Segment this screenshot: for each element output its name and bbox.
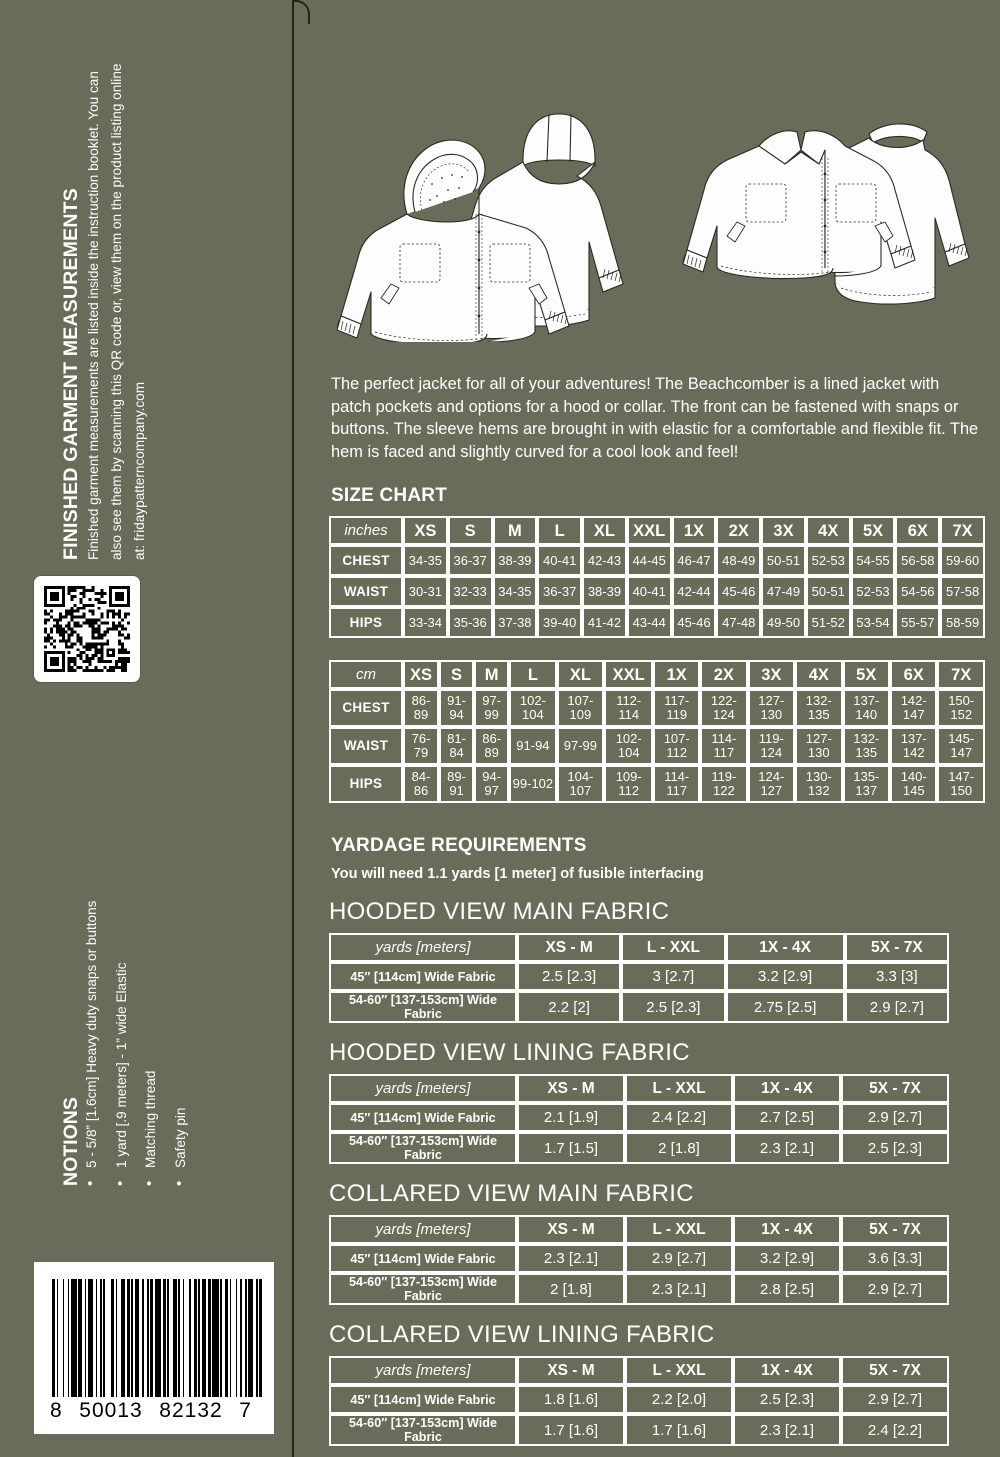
table-cell: 112-114: [604, 689, 653, 727]
table-cell: 54-55: [851, 545, 896, 576]
table-column-header: 1X - 4X: [733, 1215, 841, 1244]
notions-item: • 5 - 5/8” [1.6cm] Heavy duty snaps or buttons: [84, 901, 99, 1186]
table-column-header: 5X - 7X: [841, 1356, 949, 1385]
barcode-digit-group: 8: [50, 1399, 63, 1422]
table-cell: 50-51: [806, 576, 851, 607]
table-cell: 3.6 [3.3]: [841, 1244, 949, 1273]
table-row-label: HIPS: [329, 765, 403, 803]
barcode-digit-group: 7: [239, 1399, 252, 1422]
table-cell: 3 [2.7]: [621, 962, 725, 991]
table-row-label: 54-60″ [137-153cm] Wide Fabric: [329, 1414, 517, 1446]
table-cell: 49-50: [761, 607, 806, 638]
table-column-header: M: [474, 660, 509, 689]
table-cell: 81-84: [439, 727, 474, 765]
table-cell: 132-135: [795, 689, 842, 727]
table-column-header: XS - M: [517, 933, 621, 962]
table-row: [329, 1385, 949, 1414]
hooded-jacket-technical-drawing: [327, 92, 657, 342]
table-column-header: 2X: [700, 660, 747, 689]
collared-view-lining-fabric-table: [329, 1356, 949, 1446]
table-column-header: XXL: [627, 516, 672, 545]
table-cell: 127-130: [748, 689, 795, 727]
table-row-label: WAIST: [329, 727, 403, 765]
table-cell: 122-124: [700, 689, 747, 727]
table-column-header: 6X: [890, 660, 937, 689]
table-cell: 2.5 [2.3]: [733, 1385, 841, 1414]
table-cell: 117-119: [653, 689, 700, 727]
table-cell: 114-117: [653, 765, 700, 803]
table-cell: 86-89: [403, 689, 439, 727]
table-row-label: CHEST: [329, 689, 403, 727]
table-cell: 99-102: [509, 765, 556, 803]
table-cell: 3.3 [3]: [845, 962, 949, 991]
fgm-paragraph: Finished garment measurements are listed inside the instruction booklet. You can also see them by scanning this QR code or, view them on the product listing online at: fridaypatterncompany.com: [86, 63, 147, 560]
table-column-header: S: [439, 660, 474, 689]
interfacing-note: You will need 1.1 yards [1 meter] of fusible interfacing: [331, 866, 704, 883]
table-row-label: 54-60″ [137-153cm] Wide Fabric: [329, 991, 517, 1023]
table-cell: 2.7 [2.5]: [733, 1103, 841, 1132]
table-cell: 47-49: [761, 576, 806, 607]
table-cell: 44-45: [627, 545, 672, 576]
hooded-view-lining-fabric-table: [329, 1074, 949, 1164]
table-cell: 55-57: [895, 607, 940, 638]
table-cell: 91-94: [439, 689, 474, 727]
notions-item: • Safety pin: [173, 901, 188, 1186]
table-column-header: 1X: [653, 660, 700, 689]
table-cell: 2.4 [2.2]: [841, 1414, 949, 1446]
table-cell: 45-46: [716, 576, 761, 607]
qr-code-icon[interactable]: [34, 576, 140, 682]
table-cell: 91-94: [509, 727, 556, 765]
table-cell: 124-127: [748, 765, 795, 803]
jacket-illustrations: [325, 0, 982, 355]
table-cell: 3.2 [2.9]: [726, 962, 845, 991]
table-cell: 56-58: [895, 545, 940, 576]
hooded-main-fabric-heading: HOODED VIEW MAIN FABRIC: [329, 898, 670, 926]
table-cell: 132-135: [843, 727, 890, 765]
table-cell: 2.3 [2.1]: [517, 1244, 625, 1273]
table-column-header: XL: [557, 660, 604, 689]
table-cell: 53-54: [851, 607, 896, 638]
table-cell: 97-99: [474, 689, 509, 727]
table-cell: 135-137: [843, 765, 890, 803]
table-cell: 86-89: [474, 727, 509, 765]
barcode-digit-group: 82132: [159, 1399, 223, 1422]
finished-garment-measurements-title: FINISHED GARMENT MEASUREMENTS: [60, 188, 82, 560]
table-column-header: 2X: [716, 516, 761, 545]
table-column-header: 3X: [748, 660, 795, 689]
collared-main-fabric-heading: COLLARED VIEW MAIN FABRIC: [329, 1180, 694, 1208]
table-cell: 50-51: [761, 545, 806, 576]
table-column-header: 1X - 4X: [733, 1356, 841, 1385]
table-cell: 2.9 [2.7]: [845, 991, 949, 1023]
table-cell: 2.1 [1.9]: [517, 1103, 625, 1132]
table-cell: 34-35: [403, 545, 448, 576]
table-cell: 33-34: [403, 607, 448, 638]
table-row-label: 54-60″ [137-153cm] Wide Fabric: [329, 1273, 517, 1305]
barcode-bars: [52, 1279, 264, 1397]
table-cell: 45-46: [672, 607, 717, 638]
collared-jacket-technical-drawing: [673, 108, 993, 343]
table-row: [329, 689, 985, 727]
yardage-requirements-title: YARDAGE REQUIREMENTS: [331, 835, 587, 857]
table-column-header: L - XXL: [625, 1074, 733, 1103]
table-cell: 3.2 [2.9]: [733, 1244, 841, 1273]
table-cell: 2.3 [2.1]: [733, 1132, 841, 1164]
notions-item: • 1 yard [.9 meters] - 1” wide Elastic: [114, 901, 129, 1186]
table-cell: 2.9 [2.7]: [841, 1273, 949, 1305]
table-column-header: M: [493, 516, 538, 545]
table-column-header: 5X: [851, 516, 896, 545]
table-cell: 2.75 [2.5]: [726, 991, 845, 1023]
collared-lining-fabric-heading: COLLARED VIEW LINING FABRIC: [329, 1321, 715, 1349]
hooded-lining-fabric-heading: HOODED VIEW LINING FABRIC: [329, 1039, 690, 1067]
notions-item: • Matching thread: [143, 901, 158, 1186]
product-description: The perfect jacket for all of your adventures! The Beachcomber is a lined jacket with patch pockets and options for a hood or collar. The front can be fastened with snaps or buttons. The sleeve hems are brought in with elastic for a comfortable and flexible fit. The hem is faced and slightly curved for a cool look and feel!: [331, 375, 979, 461]
table-row: [329, 727, 985, 765]
table-cell: 104-107: [557, 765, 604, 803]
table-column-header: 5X - 7X: [841, 1215, 949, 1244]
hooded-view-main-fabric-table: [329, 933, 949, 1023]
table-header-row: [329, 660, 985, 689]
table-cell: 38-39: [582, 576, 627, 607]
table-header-row: [329, 1356, 949, 1385]
table-cell: 119-122: [700, 765, 747, 803]
table-cell: 37-38: [493, 607, 538, 638]
table-cell: 2.8 [2.5]: [733, 1273, 841, 1305]
table-unit-header: cm: [329, 660, 403, 689]
table-cell: 109-112: [604, 765, 653, 803]
table-cell: 36-37: [448, 545, 493, 576]
table-cell: 102-104: [509, 689, 556, 727]
table-cell: 59-60: [940, 545, 985, 576]
qr-code-canvas: [44, 586, 130, 672]
table-cell: 140-145: [890, 765, 937, 803]
table-cell: 58-59: [940, 607, 985, 638]
table-column-header: 1X - 4X: [726, 933, 845, 962]
table-row: [329, 545, 985, 576]
table-row: [329, 1132, 949, 1164]
table-cell: 97-99: [557, 727, 604, 765]
table-cell: 127-130: [795, 727, 842, 765]
table-cell: 2.5 [2.3]: [621, 991, 725, 1023]
table-cell: 142-147: [890, 689, 937, 727]
table-column-header: XS: [403, 660, 439, 689]
table-header-row: [329, 933, 949, 962]
table-row-label: 45″ [114cm] Wide Fabric: [329, 962, 517, 991]
table-cell: 42-44: [672, 576, 717, 607]
table-column-header: 5X: [843, 660, 890, 689]
table-column-header: XS: [403, 516, 448, 545]
table-cell: 38-39: [493, 545, 538, 576]
table-cell: 2.3 [2.1]: [733, 1414, 841, 1446]
table-column-header: 7X: [940, 516, 985, 545]
table-row: [329, 607, 985, 638]
table-cell: 57-58: [940, 576, 985, 607]
table-cell: 35-36: [448, 607, 493, 638]
barcode-digit-group: 50013: [79, 1399, 143, 1422]
table-cell: 32-33: [448, 576, 493, 607]
table-cell: 84-86: [403, 765, 439, 803]
table-cell: 102-104: [604, 727, 653, 765]
table-column-header: 5X - 7X: [841, 1074, 949, 1103]
notions-list: [84, 901, 202, 1186]
table-row-label: 45″ [114cm] Wide Fabric: [329, 1103, 517, 1132]
table-column-header: S: [448, 516, 493, 545]
table-column-header: XL: [582, 516, 627, 545]
table-column-header: XXL: [604, 660, 653, 689]
table-cell: 1.7 [1.5]: [517, 1132, 625, 1164]
table-row: [329, 1273, 949, 1305]
table-cell: 51-52: [806, 607, 851, 638]
table-cell: 2.5 [2.3]: [841, 1132, 949, 1164]
table-row-label: 45″ [114cm] Wide Fabric: [329, 1385, 517, 1414]
size-chart-title: SIZE CHART: [331, 485, 447, 507]
table-column-header: XS - M: [517, 1356, 625, 1385]
table-cell: 2.2 [2.0]: [625, 1385, 733, 1414]
barcode-icon: [34, 1262, 274, 1434]
table-column-header: XS - M: [517, 1074, 625, 1103]
table-unit-header: yards [meters]: [329, 1215, 517, 1244]
table-header-row: [329, 516, 985, 545]
table-column-header: 1X: [672, 516, 717, 545]
table-unit-header: yards [meters]: [329, 1074, 517, 1103]
table-column-header: 5X - 7X: [845, 933, 949, 962]
table-cell: 40-41: [627, 576, 672, 607]
table-cell: 42-43: [582, 545, 627, 576]
table-cell: 137-142: [890, 727, 937, 765]
left-sidebar-panel: [0, 0, 293, 1457]
table-cell: 46-47: [672, 545, 717, 576]
table-cell: 47-48: [716, 607, 761, 638]
table-cell: 2 [1.8]: [625, 1132, 733, 1164]
main-content-panel: [293, 0, 1000, 1457]
table-cell: 2.9 [2.7]: [841, 1385, 949, 1414]
table-cell: 2.2 [2]: [517, 991, 621, 1023]
table-cell: 89-91: [439, 765, 474, 803]
table-cell: 2.3 [2.1]: [625, 1273, 733, 1305]
table-row: [329, 1244, 949, 1273]
table-cell: 41-42: [582, 607, 627, 638]
table-header-row: [329, 1215, 949, 1244]
table-cell: 54-56: [895, 576, 940, 607]
table-cell: 30-31: [403, 576, 448, 607]
table-column-header: 4X: [795, 660, 842, 689]
table-cell: 2.9 [2.7]: [625, 1244, 733, 1273]
table-cell: 147-150: [937, 765, 985, 803]
table-cell: 94-97: [474, 765, 509, 803]
table-row-label: 45″ [114cm] Wide Fabric: [329, 1244, 517, 1273]
table-column-header: L - XXL: [625, 1215, 733, 1244]
finished-garment-measurements-text: [82, 60, 151, 560]
table-row: [329, 1103, 949, 1132]
table-row-label: 54-60″ [137-153cm] Wide Fabric: [329, 1132, 517, 1164]
table-column-header: L - XXL: [621, 933, 725, 962]
table-row: [329, 765, 985, 803]
table-column-header: L: [537, 516, 582, 545]
table-unit-header: inches: [329, 516, 403, 545]
table-cell: 40-41: [537, 545, 582, 576]
table-cell: 36-37: [537, 576, 582, 607]
table-column-header: XS - M: [517, 1215, 625, 1244]
table-column-header: 6X: [895, 516, 940, 545]
table-cell: 107-112: [653, 727, 700, 765]
table-cell: 43-44: [627, 607, 672, 638]
table-column-header: 3X: [761, 516, 806, 545]
table-cell: 130-132: [795, 765, 842, 803]
collared-view-main-fabric-table: [329, 1215, 949, 1305]
table-row: [329, 576, 985, 607]
table-cell: 1.7 [1.6]: [625, 1414, 733, 1446]
table-row-label: CHEST: [329, 545, 403, 576]
table-unit-header: yards [meters]: [329, 1356, 517, 1385]
table-cell: 114-117: [700, 727, 747, 765]
table-row: [329, 1414, 949, 1446]
table-header-row: [329, 1074, 949, 1103]
table-column-header: L: [509, 660, 556, 689]
table-cell: 39-40: [537, 607, 582, 638]
table-cell: 76-79: [403, 727, 439, 765]
table-cell: 145-147: [937, 727, 985, 765]
table-cell: 2 [1.8]: [517, 1273, 625, 1305]
barcode-digits: [44, 1397, 264, 1423]
table-row: [329, 991, 949, 1023]
table-column-header: 1X - 4X: [733, 1074, 841, 1103]
table-cell: 119-124: [748, 727, 795, 765]
table-unit-header: yards [meters]: [329, 933, 517, 962]
table-cell: 48-49: [716, 545, 761, 576]
table-cell: 1.8 [1.6]: [517, 1385, 625, 1414]
table-cell: 52-53: [851, 576, 896, 607]
table-cell: 2.9 [2.7]: [841, 1103, 949, 1132]
table-column-header: 7X: [937, 660, 985, 689]
table-column-header: L - XXL: [625, 1356, 733, 1385]
table-row: [329, 962, 949, 991]
table-cell: 137-140: [843, 689, 890, 727]
table-row-label: HIPS: [329, 607, 403, 638]
table-cell: 107-109: [557, 689, 604, 727]
size-chart-inches-table: [329, 516, 985, 638]
table-cell: 52-53: [806, 545, 851, 576]
size-chart-cm-table: [329, 660, 985, 803]
table-cell: 2.5 [2.3]: [517, 962, 621, 991]
table-row-label: WAIST: [329, 576, 403, 607]
table-column-header: 4X: [806, 516, 851, 545]
notions-title: NOTIONS: [60, 1097, 82, 1186]
table-cell: 150-152: [937, 689, 985, 727]
table-cell: 34-35: [493, 576, 538, 607]
table-cell: 1.7 [1.6]: [517, 1414, 625, 1446]
table-cell: 2.4 [2.2]: [625, 1103, 733, 1132]
